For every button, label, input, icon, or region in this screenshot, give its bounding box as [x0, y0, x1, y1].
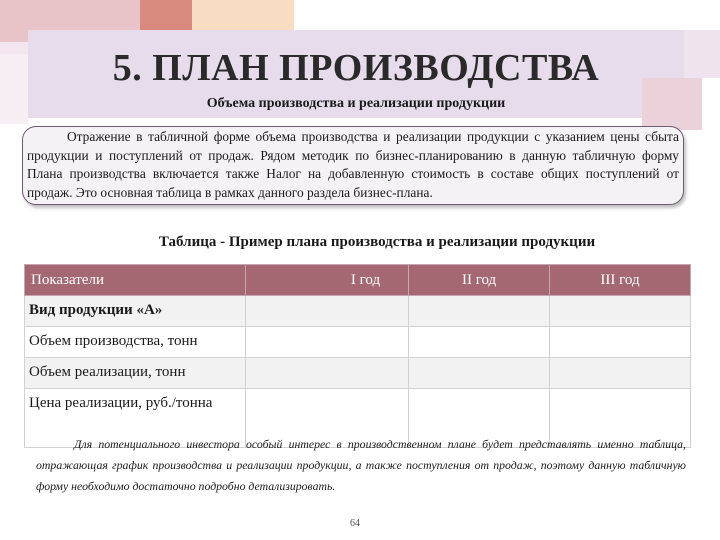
- header-year-1: I год: [246, 265, 409, 296]
- row-label: Вид продукции «А»: [25, 296, 246, 327]
- header-year-3: III год: [550, 265, 691, 296]
- decor-block-lilac: [684, 30, 720, 78]
- table-cell: [550, 296, 691, 327]
- table-row: [25, 296, 691, 327]
- table-row: [25, 327, 691, 358]
- table-cell: [246, 296, 409, 327]
- row-label: Цена реализации, руб./тонна: [25, 389, 246, 448]
- production-plan-table: [24, 264, 691, 448]
- header-year-2: II год: [409, 265, 550, 296]
- slide-subtitle: Объема производства и реализации продукции: [206, 96, 506, 111]
- table-header-row: [25, 265, 691, 296]
- slide-title: 5. ПЛАН ПРОИЗВОДСТВА: [112, 47, 600, 89]
- intro-box: [22, 126, 684, 205]
- table-row: [25, 358, 691, 389]
- table-cell: [246, 358, 409, 389]
- header-indicators: Показатели: [25, 265, 246, 296]
- page-number: 64: [350, 518, 360, 529]
- row-label: Объем производства, тонн: [25, 327, 246, 358]
- table-cell: [409, 327, 550, 358]
- table-cell: [409, 296, 550, 327]
- row-label: Объем реализации, тонн: [25, 358, 246, 389]
- table-cell: [550, 358, 691, 389]
- table-cell: [246, 327, 409, 358]
- table-title: Таблица - Пример плана производства и реализации продукции: [158, 234, 596, 250]
- table-cell: [550, 327, 691, 358]
- intro-text: Отражение в табличной форме объема производства и реализации продукции с указанием цены сбыта продукции и поступлений от продаж. Рядом методик по бизнес-планированию в данную табличную форму Плана производства включается также Налог на добавленную стоимость в составе общих поступлений от продаж. Это основная таблица в рамках данного раздела бизнес-плана.: [27, 129, 679, 200]
- investor-note: Для потенциального инвестора особый интерес в производственном плане будет представлять именно таблица, отражающая график производства и реализации продукции, а также поступления от продаж, поэтому данную табличную форму необходимо достаточно подробно детализировать.: [36, 437, 686, 493]
- table-cell: [409, 358, 550, 389]
- decor-block-light: [0, 54, 28, 124]
